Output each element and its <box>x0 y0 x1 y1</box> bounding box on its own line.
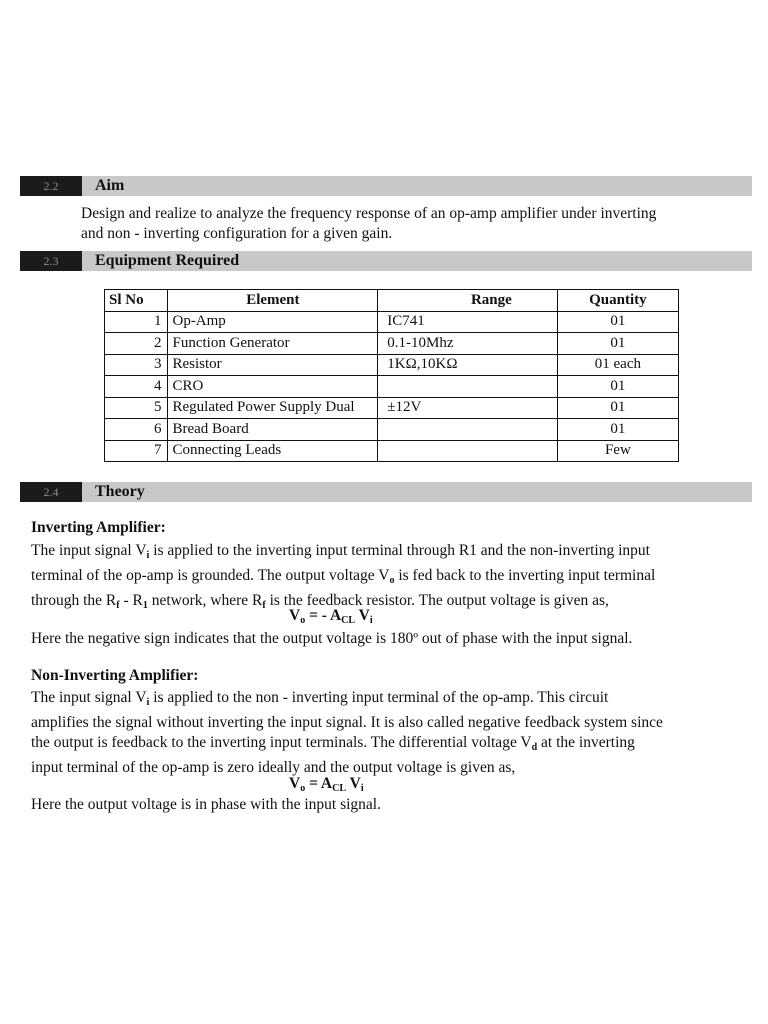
section-title: Aim <box>95 177 125 194</box>
subscript: o <box>389 575 395 586</box>
non-inverting-heading: Non-Inverting Amplifier: <box>31 667 199 684</box>
cell-element: Resistor <box>168 354 378 376</box>
cell-quantity: 01 each <box>557 354 678 376</box>
subscript: i <box>369 615 373 626</box>
section-title: Equipment Required <box>95 252 240 269</box>
text-run: - R <box>119 592 143 609</box>
section-number: 2.3 <box>20 251 82 271</box>
table-row <box>105 397 679 419</box>
text-run: The input signal V <box>31 689 147 706</box>
cell-element: Regulated Power Supply Dual <box>168 397 378 419</box>
cell-sl: 1 <box>105 311 168 333</box>
text-run: V <box>355 607 370 624</box>
text-run: is applied to the non - inverting input terminal of the op-amp. This circuit <box>149 689 609 706</box>
table-row <box>105 376 679 398</box>
text-run: = - A <box>305 607 342 624</box>
text-run: V <box>289 607 301 624</box>
cell-sl: 7 <box>105 440 168 462</box>
subscript: CL <box>332 783 347 794</box>
inverting-note: Here the negative sign indicates that the output voltage is 180º out of phase with the input signal. <box>31 630 633 647</box>
paragraph-line <box>31 566 751 591</box>
subscript: f <box>262 600 266 611</box>
cell-range <box>378 376 558 398</box>
subscript: o <box>300 783 306 794</box>
cell-element: Connecting Leads <box>168 440 378 462</box>
paragraph-line <box>31 591 751 616</box>
section-header-theory <box>20 482 752 502</box>
subscript: i <box>146 550 150 561</box>
table-row <box>105 419 679 441</box>
cell-range: ±12V <box>378 397 558 419</box>
cell-sl: 4 <box>105 376 168 398</box>
paragraph-line <box>31 688 751 713</box>
aim-line: Design and realize to analyze the frequency response of an op-amp amplifier under inverting <box>81 205 657 222</box>
paragraph-line <box>31 733 751 758</box>
non-inverting-paragraph <box>31 688 751 778</box>
subscript: CL <box>341 615 356 626</box>
cell-element: Bread Board <box>168 419 378 441</box>
non-inverting-note: Here the output voltage is in phase with the input signal. <box>31 796 381 813</box>
section-header-aim <box>20 176 752 196</box>
subscript: o <box>300 615 306 626</box>
table-row <box>105 333 679 355</box>
text-run: terminal of the op-amp is grounded. The output voltage V <box>31 567 390 584</box>
cell-element: Op-Amp <box>168 311 378 333</box>
cell-quantity: 01 <box>557 419 678 441</box>
table-row <box>105 311 679 333</box>
subscript: i <box>360 783 364 794</box>
cell-sl: 6 <box>105 419 168 441</box>
cell-element: CRO <box>168 376 378 398</box>
cell-quantity: 01 <box>557 333 678 355</box>
cell-range <box>378 419 558 441</box>
section-title: Theory <box>95 483 145 500</box>
cell-range: 0.1-10Mhz <box>378 333 558 355</box>
subscript: f <box>116 600 120 611</box>
subscript: d <box>531 742 538 753</box>
text-run: V <box>346 775 361 792</box>
text-run: is applied to the inverting input terminal through R1 and the non-inverting input <box>149 542 650 559</box>
cell-sl: 2 <box>105 333 168 355</box>
text-run: is the feedback resistor. The output voltage is given as, <box>265 592 609 609</box>
equipment-table <box>104 289 679 462</box>
cell-range: IC741 <box>378 311 558 333</box>
text-run: The input signal V <box>31 542 147 559</box>
section-number: 2.2 <box>20 176 82 196</box>
cell-quantity: Few <box>557 440 678 462</box>
column-header-quantity: Quantity <box>557 290 678 312</box>
inverting-heading: Inverting Amplifier: <box>31 519 166 536</box>
paragraph-line <box>31 541 751 566</box>
text-run: network, where R <box>147 592 263 609</box>
section-number: 2.4 <box>20 482 82 502</box>
text-run: the output is feedback to the inverting input terminals. The differential voltage V <box>31 734 532 751</box>
table-header-row <box>105 290 679 312</box>
column-header-range: Range <box>378 290 558 312</box>
paragraph-line: amplifies the signal without inverting the input signal. It is also called negative feedback system since <box>31 714 663 731</box>
cell-element: Function Generator <box>168 333 378 355</box>
table-row <box>105 354 679 376</box>
section-header-equipment <box>20 251 752 271</box>
inverting-formula <box>289 606 373 631</box>
aim-text <box>81 204 761 244</box>
column-header-sl-no: Sl No <box>105 290 168 312</box>
text-run: is fed back to the inverting input terminal <box>394 567 656 584</box>
subscript: i <box>146 697 150 708</box>
cell-quantity: 01 <box>557 311 678 333</box>
text-run: at the inverting <box>537 734 635 751</box>
text-run: = A <box>305 775 333 792</box>
text-run: through the R <box>31 592 117 609</box>
inverting-paragraph <box>31 541 751 616</box>
text-run: V <box>289 775 301 792</box>
cell-sl: 3 <box>105 354 168 376</box>
cell-range: 1KΩ,10KΩ <box>378 354 558 376</box>
column-header-element: Element <box>168 290 378 312</box>
cell-quantity: 01 <box>557 376 678 398</box>
table-row <box>105 440 679 462</box>
paragraph-line: input terminal of the op-amp is zero ideally and the output voltage is given as, <box>31 759 516 776</box>
cell-range <box>378 440 558 462</box>
aim-line: and non - inverting configuration for a given gain. <box>81 225 393 242</box>
cell-quantity: 01 <box>557 397 678 419</box>
cell-sl: 5 <box>105 397 168 419</box>
subscript: 1 <box>142 600 148 611</box>
